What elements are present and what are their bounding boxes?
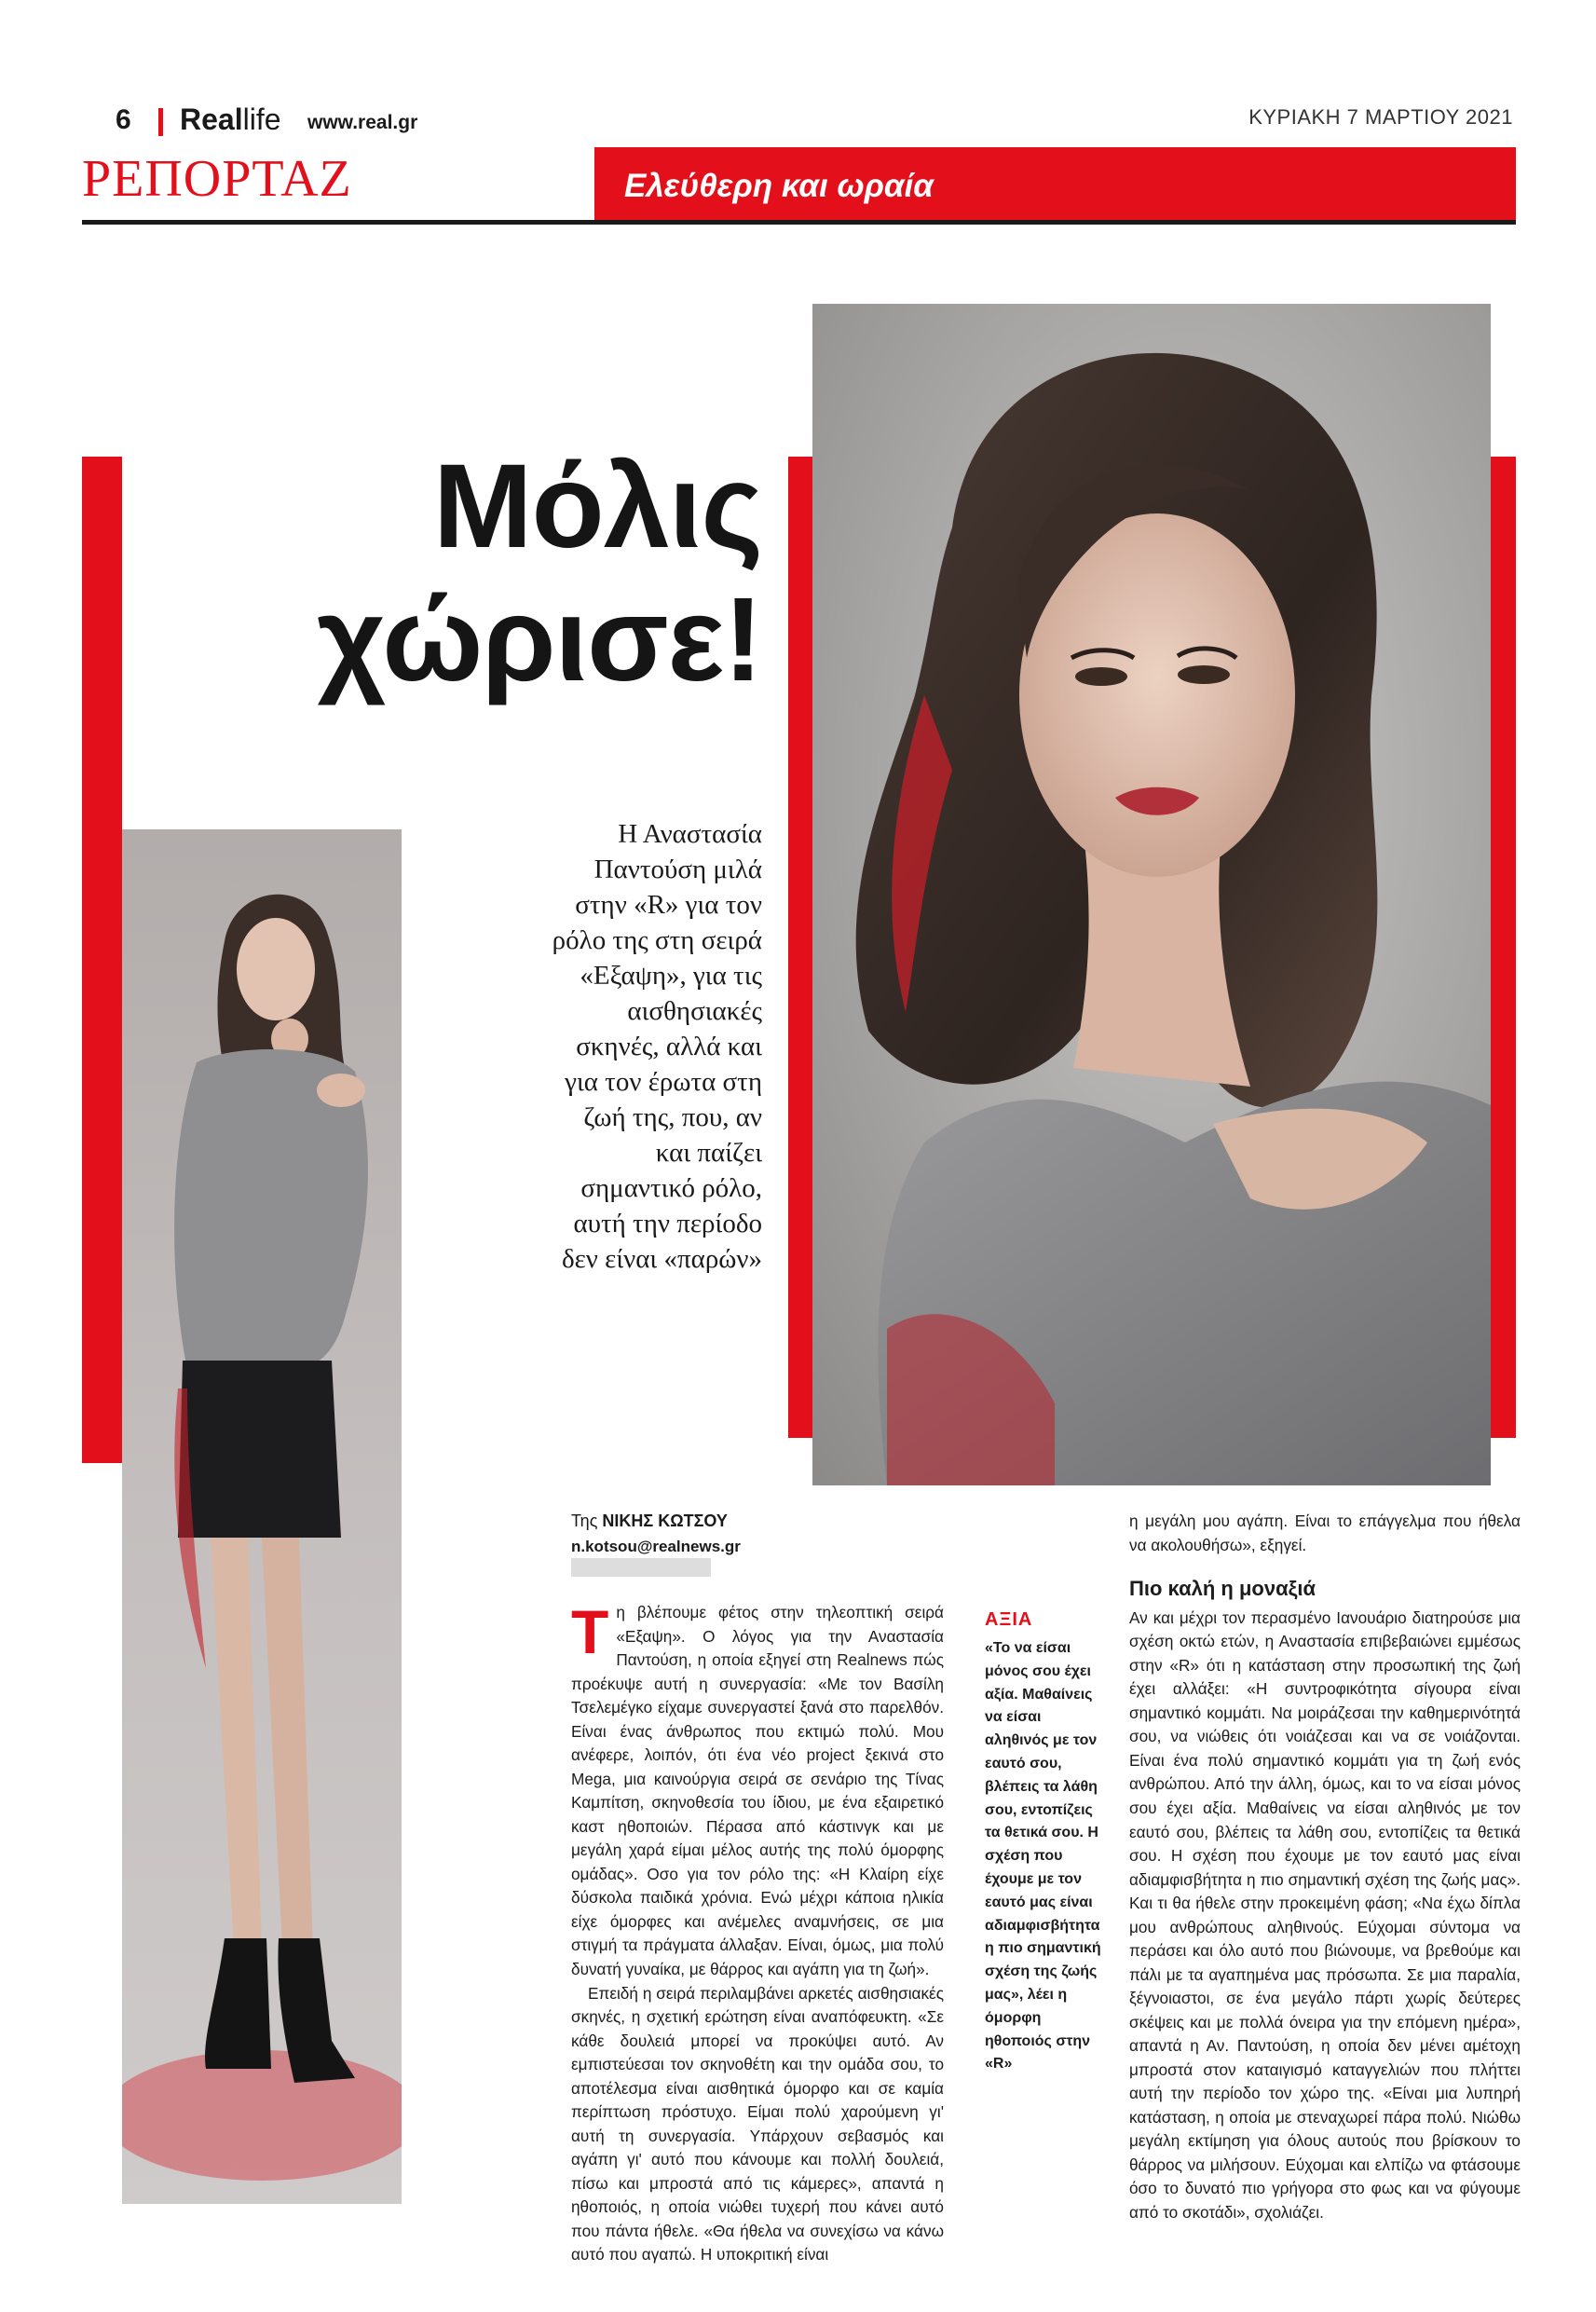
brand-bold: Real — [180, 103, 243, 136]
portrait-photo — [812, 304, 1491, 1485]
issue-date: ΚΥΡΙΑΚΗ 7 ΜΑΡΤΙΟΥ 2021 — [1248, 105, 1513, 129]
paragraph-1-text: η βλέπουμε φέτος στην τηλεοπτική σειρά «Εξαψη». Ο λόγος για την Αναστασία Παντούση, η οποία εξηγεί στη Realnews πώς προέκυψε αυτή η συνεργασία: «Με τον Βασίλη Τσελεμέγκο είχαμε συνεργαστεί ξανά στο παρελθόν. Είναι ένας άνθρωπος που εκτιμώ πολύ. Μου ανέφερε, λοιπόν, ότι ένα νέο project ξεκινά στο Mega, μια καινούργια σειρά σε σενάριο της Τίνας Καμπίτση, σκηνοθεσία του ίδιου, με ένα εξαιρετικό καστ ηθοποιών. Πέρασα από κάστινγκ και με μεγάλη χαρά είμαι μέλος αυτής της πολύ όμορφης ομάδας». Οσο για τον ρόλο της: «Η Κλαίρη είχε δύσκολα παιδικά χρόνια. Ενώ μέχρι κάποια ηλικία είχε όμορφες και ανέμελες αναμνήσεις, σε μια στιγμή τα πράγματα άλλαξαν. Είναι, όμως, μια πολύ δυνατή γυναίκα, με θάρρος και αγάπη για τη ζωή». — [571, 1603, 944, 1978]
subheading: Πιο καλή η μοναξιά — [1129, 1577, 1316, 1601]
section-title: ΡΕΠΟΡΤΑΖ — [82, 150, 352, 208]
article-column-1 — [571, 1597, 944, 2267]
headline-line-1: Μόλις — [432, 440, 762, 573]
paragraph-4: Αν και μέχρι τον περασμένο Ιανουάριο διατηρούσε μια σχέση οκτώ ετών, η Αναστασία επιβεβαιώνει εμμέσως στην «R» ότι η κατάσταση στην προσωπική της ζωή έχει αλλάξει: «Η συντροφικότητα σίγουρα είναι σημαντικό κομμάτι. Να μοιράζεσαι την καθημερινότητά σου, να νιώθεις ότι νοιάζεσαι και να σε νοιάζονται. Είναι ένα πολύ σημαντικό κομμάτι για τη ζωή ενός ανθρώπου. Από την άλλη, όμως, και το να είσαι μόνος σου έχει αξία. Μαθαίνεις να είσαι αληθινός με τον εαυτό σου, βλέπεις τα λάθη σου, εντοπίζεις τα θετικά σου. Η σχέση που έχουμε με τον εαυτό μας είναι αδιαμφισβήτητα η πιο σημαντική σχέση της ζωής μας». Και τι θα ήθελε στην προκειμένη φάση; «Να έχω δίπλα μου ανθρώπους αληθινούς. Εύχομαι σύντομα να περάσει και όλο αυτό που βιώνουμε, να βρεθούμε και πάλι με τα αγαπημένα μας πρόσωπα. Σε μια παραλία, ξέγνοιαστοι, σε ένα μεγάλο πάρτι χωρίς δεύτερες σκέψεις και με πολλά όνειρα για την επόμενη ημέρα», απαντά η Αν. Παντούση, η οποία δεν μένει αμέτοχη μπροστά στον καταιγισμό καταγγελιών που πλήττει αυτή την περίοδο τον χώρο της. «Είναι μια λυπηρή κατάσταση, η οποία με στεναχωρεί πάρα πολύ. Νιώθω μεγάλη εκτίμηση για όλους αυτούς που βρίσκουν το θάρρος να μιλήσουν. Εύχομαι και ελπίζω να φτάσουμε όσο το δυνατό πιο γρήγορα στο φως και να φύγουμε από το σκοτάδι», σχολιάζει. — [1129, 1607, 1521, 2222]
byline-email: n.kotsou@realnews.gr — [571, 1538, 741, 1555]
headline-line-2: χώρισε! — [317, 573, 762, 707]
full-body-image — [122, 829, 402, 2204]
byline-author: ΝΙΚΗΣ ΚΩΤΣΟΥ — [602, 1512, 728, 1530]
paragraph-2: Επειδή η σειρά περιλαμβάνει αρκετές αισθησιακές σκηνές, η σχετική ερώτηση είναι αναπόφευκτη. «Σε κάθε δουλειά μπορεί να προκύψει αυτό. Αν εμπιστεύεσαι τον σκηνοθέτη και την ομάδα σου, το αποτέλεσμα είναι αισθητικά όμορφο και σε καμία περίπτωση πρόστυχο. Είμαι πολύ χαρούμενη γι' αυτή τη συνεργασία. Υπάρχουν σεβασμός και αγάπη γι' αυτό που κάνουμε και πολλή δουλειά, πίσω και μπροστά από τις κάμερες», απαντά η ηθοποιός, η οποία νιώθει τυχερή που κάνει αυτό που πάντα ήθελε. «Θα ήθελα να συνεχίσω να κάνω αυτό που αγαπώ. Η υποκριτική είναι — [571, 1983, 944, 2264]
paragraph-1 — [571, 1597, 944, 1982]
section-banner-text: Ελεύθερη και ωραία — [624, 168, 934, 204]
sidebar-label: ΑΞΙΑ — [985, 1609, 1033, 1630]
page-number: 6 — [116, 104, 131, 135]
brand-logo — [180, 103, 281, 137]
header-rule — [82, 220, 1516, 225]
drop-cap: Τ — [571, 1597, 609, 1666]
article-column-3 — [1129, 1510, 1521, 2225]
paragraph-3: η μεγάλη μου αγάπη. Είναι το επάγγελμα που ήθελα να ακολουθήσω», εξηγεί. — [1129, 1512, 1521, 1554]
byline-prefix: Της — [571, 1512, 598, 1530]
article-intro: Η Αναστασία Παντούση μιλά στην «R» για τον ρόλο της στη σειρά «Εξαψη», για τις αισθησιακές σκηνές, αλλά και για τον έρωτα στη ζωή της, που, αν και παίζει σημαντικό ρόλο, αυτή την περίοδο δεν είναι «παρών» — [552, 819, 762, 1274]
header-divider — [158, 108, 163, 136]
article-headline — [121, 440, 762, 707]
byline — [571, 1512, 728, 1531]
portrait-image — [812, 304, 1491, 1485]
brand-light: life — [242, 103, 281, 136]
byline-email-background — [571, 1558, 711, 1577]
sidebar-quote: «Το να είσαι μόνος σου έχει αξία. Μαθαίνεις να είσαι αληθινός με τον εαυτό σου, βλέπεις τα λάθη σου, εντοπίζεις τα θετικά σου. Η σχέση που έχουμε με τον εαυτό μας είναι αδιαμφισβήτητα η πιο σημαντική σχέση της ζωής μας», λέει η όμορφη ηθοποιός στην «R» — [985, 1640, 1101, 2073]
full-body-photo — [122, 829, 402, 2204]
red-panel-left — [82, 457, 122, 1463]
website-url: www.real.gr — [307, 112, 418, 133]
